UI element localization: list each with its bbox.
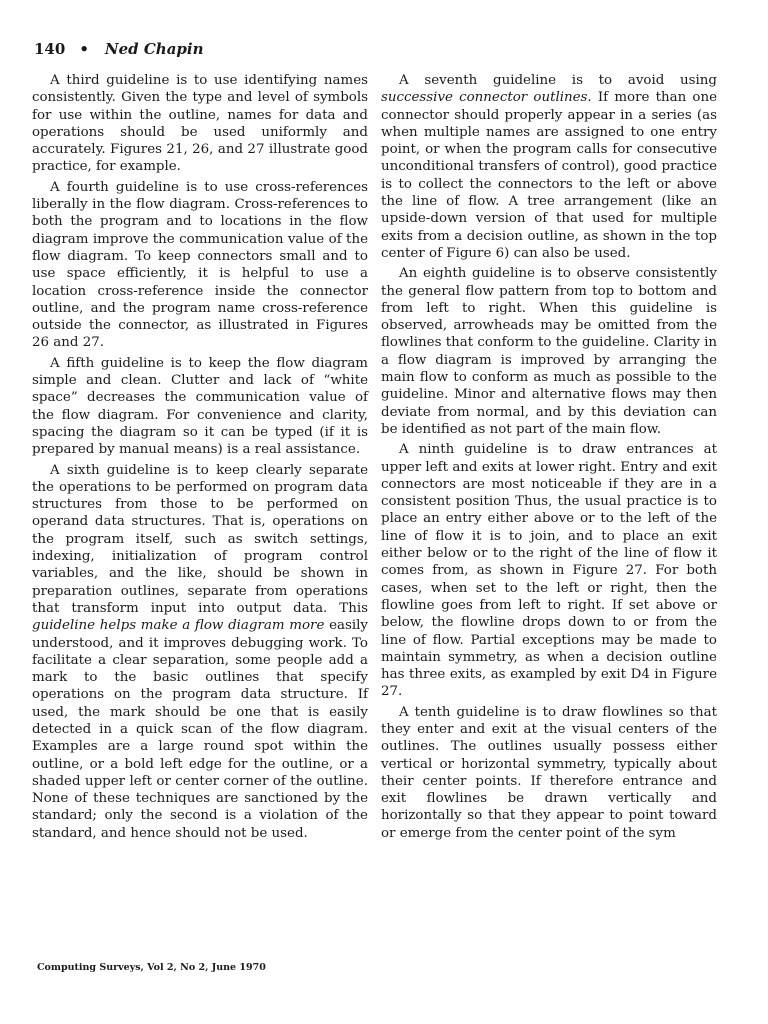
paragraph-tenth-guideline: A tenth guideline is to draw flowlines so that they enter and exit at the visual centers of the outlines. The outlines usually possess either vertical or horizontal symmetry, typically about their center points. If therefore entrance and exit flowlines be drawn vertically and horizontally so that they appear to point toward or emerge from the center point of the sym (381, 704, 717, 841)
header-separator: • (79, 40, 89, 58)
paragraph-seventh-guideline (381, 72, 717, 262)
seventh-guideline-text-b: If more than one connector should properly appear in a series (as when multiple names are assigned to one entry point, or when the program calls for consecutive unconditional transfers of control), good practice is to collect the connectors to the left or above the line of flow. A tree arrangement (like an upside-down version of that used for multiple exits from a decision outline, as shown in the top center of Figure 6) can also be used. (381, 90, 717, 261)
running-header (34, 40, 204, 58)
sixth-guideline-text-a: A sixth guideline is to keep clearly separate the operations to be performed on program data structures from those to be performed on operand data structures. That is, operations on the program itself, such as switch settings, indexing, initialization of program control variables, and the like, should be shown in preparation outlines, separate from operations that transform input into output data. This (32, 462, 368, 616)
seventh-guideline-text-a: A seventh guideline is to avoid using (399, 73, 717, 88)
page-number: 140 (34, 40, 66, 58)
seventh-guideline-emphasis: successive connector outlines. (381, 90, 592, 106)
sixth-guideline-text-b: easily understood, and it improves debugging work. To facilitate a clear separation, some people add a mark to the basic outlines that specify operations on the program data structure. If used, the mark should be one that is easily detected in a quick scan of the flow diagram. Examples are a large round spot within the outline, or a bold left edge for the outline, or a shaded upper left or center corner of the outline. None of these techniques are sanctioned by the standard; only the second is a violation of the standard, and hence should not be used. (32, 618, 368, 841)
author-name: Ned Chapin (104, 40, 204, 58)
paragraph-third-guideline: A third guideline is to use identifying names consistently. Given the type and level of symbols for use within the outline, names for data and operations should be used uniformly and accurately. Figures 21, 26, and 27 illustrate good practice, for example. (32, 73, 368, 175)
paragraph-sixth-guideline (32, 462, 368, 843)
paragraph-fourth-guideline: A fourth guideline is to use cross-references liberally in the flow diagram. Cross-references to both the program and to locations in the flow diagram improve the communication value of the flow diagram. To keep connectors small and to use space efficiently, it is helpful to use a location cross-reference inside the connector outline, and the program name cross-reference outside the connector, as illustrated in Figures 26 and 27. (32, 179, 368, 351)
journal-citation-footer: Computing Surveys, Vol 2, No 2, June 1970 (37, 962, 266, 973)
sixth-guideline-emphasis: guideline helps make a flow diagram more (32, 618, 325, 634)
paragraph-fifth-guideline: A fifth guideline is to keep the flow diagram simple and clean. Clutter and lack of “white space” decreases the communication value of the flow diagram. For convenience and clarity, spacing the diagram so it can be typed (if it is prepared by manual means) is a real assistance. (32, 355, 368, 458)
paragraph-ninth-guideline: A ninth guideline is to draw entrances at upper left and exits at lower right. Entry and exit connectors are most noticeable if they are in a consistent position Thus, the usual practice is to place an entry either above or to the left of the line of flow it is to join, and to place an exit either below or to the right of the line of flow it comes from, as shown in Figure 27. For both cases, when set to the left or right, then the flowline goes from left to right. If set above or below, the flowline drops down to or from the line of flow. Partial exceptions may be made to maintain symmetry, as when a decision outline has three exits, as exampled by exit D4 in Figure 27. (381, 442, 717, 700)
right-column (381, 72, 717, 845)
paragraph-eighth-guideline: An eighth guideline is to observe consistently the general flow pattern from top to bottom and from left to right. When this guideline is observed, arrowheads may be omitted from the flowlines that conform to the guideline. Clarity in a flow diagram is improved by arranging the main flow to conform as much as possible to the guideline. Minor and alternative flows may then deviate from normal, and by this deviation can be identified as not part of the main flow. (381, 266, 717, 437)
left-column (32, 72, 368, 845)
